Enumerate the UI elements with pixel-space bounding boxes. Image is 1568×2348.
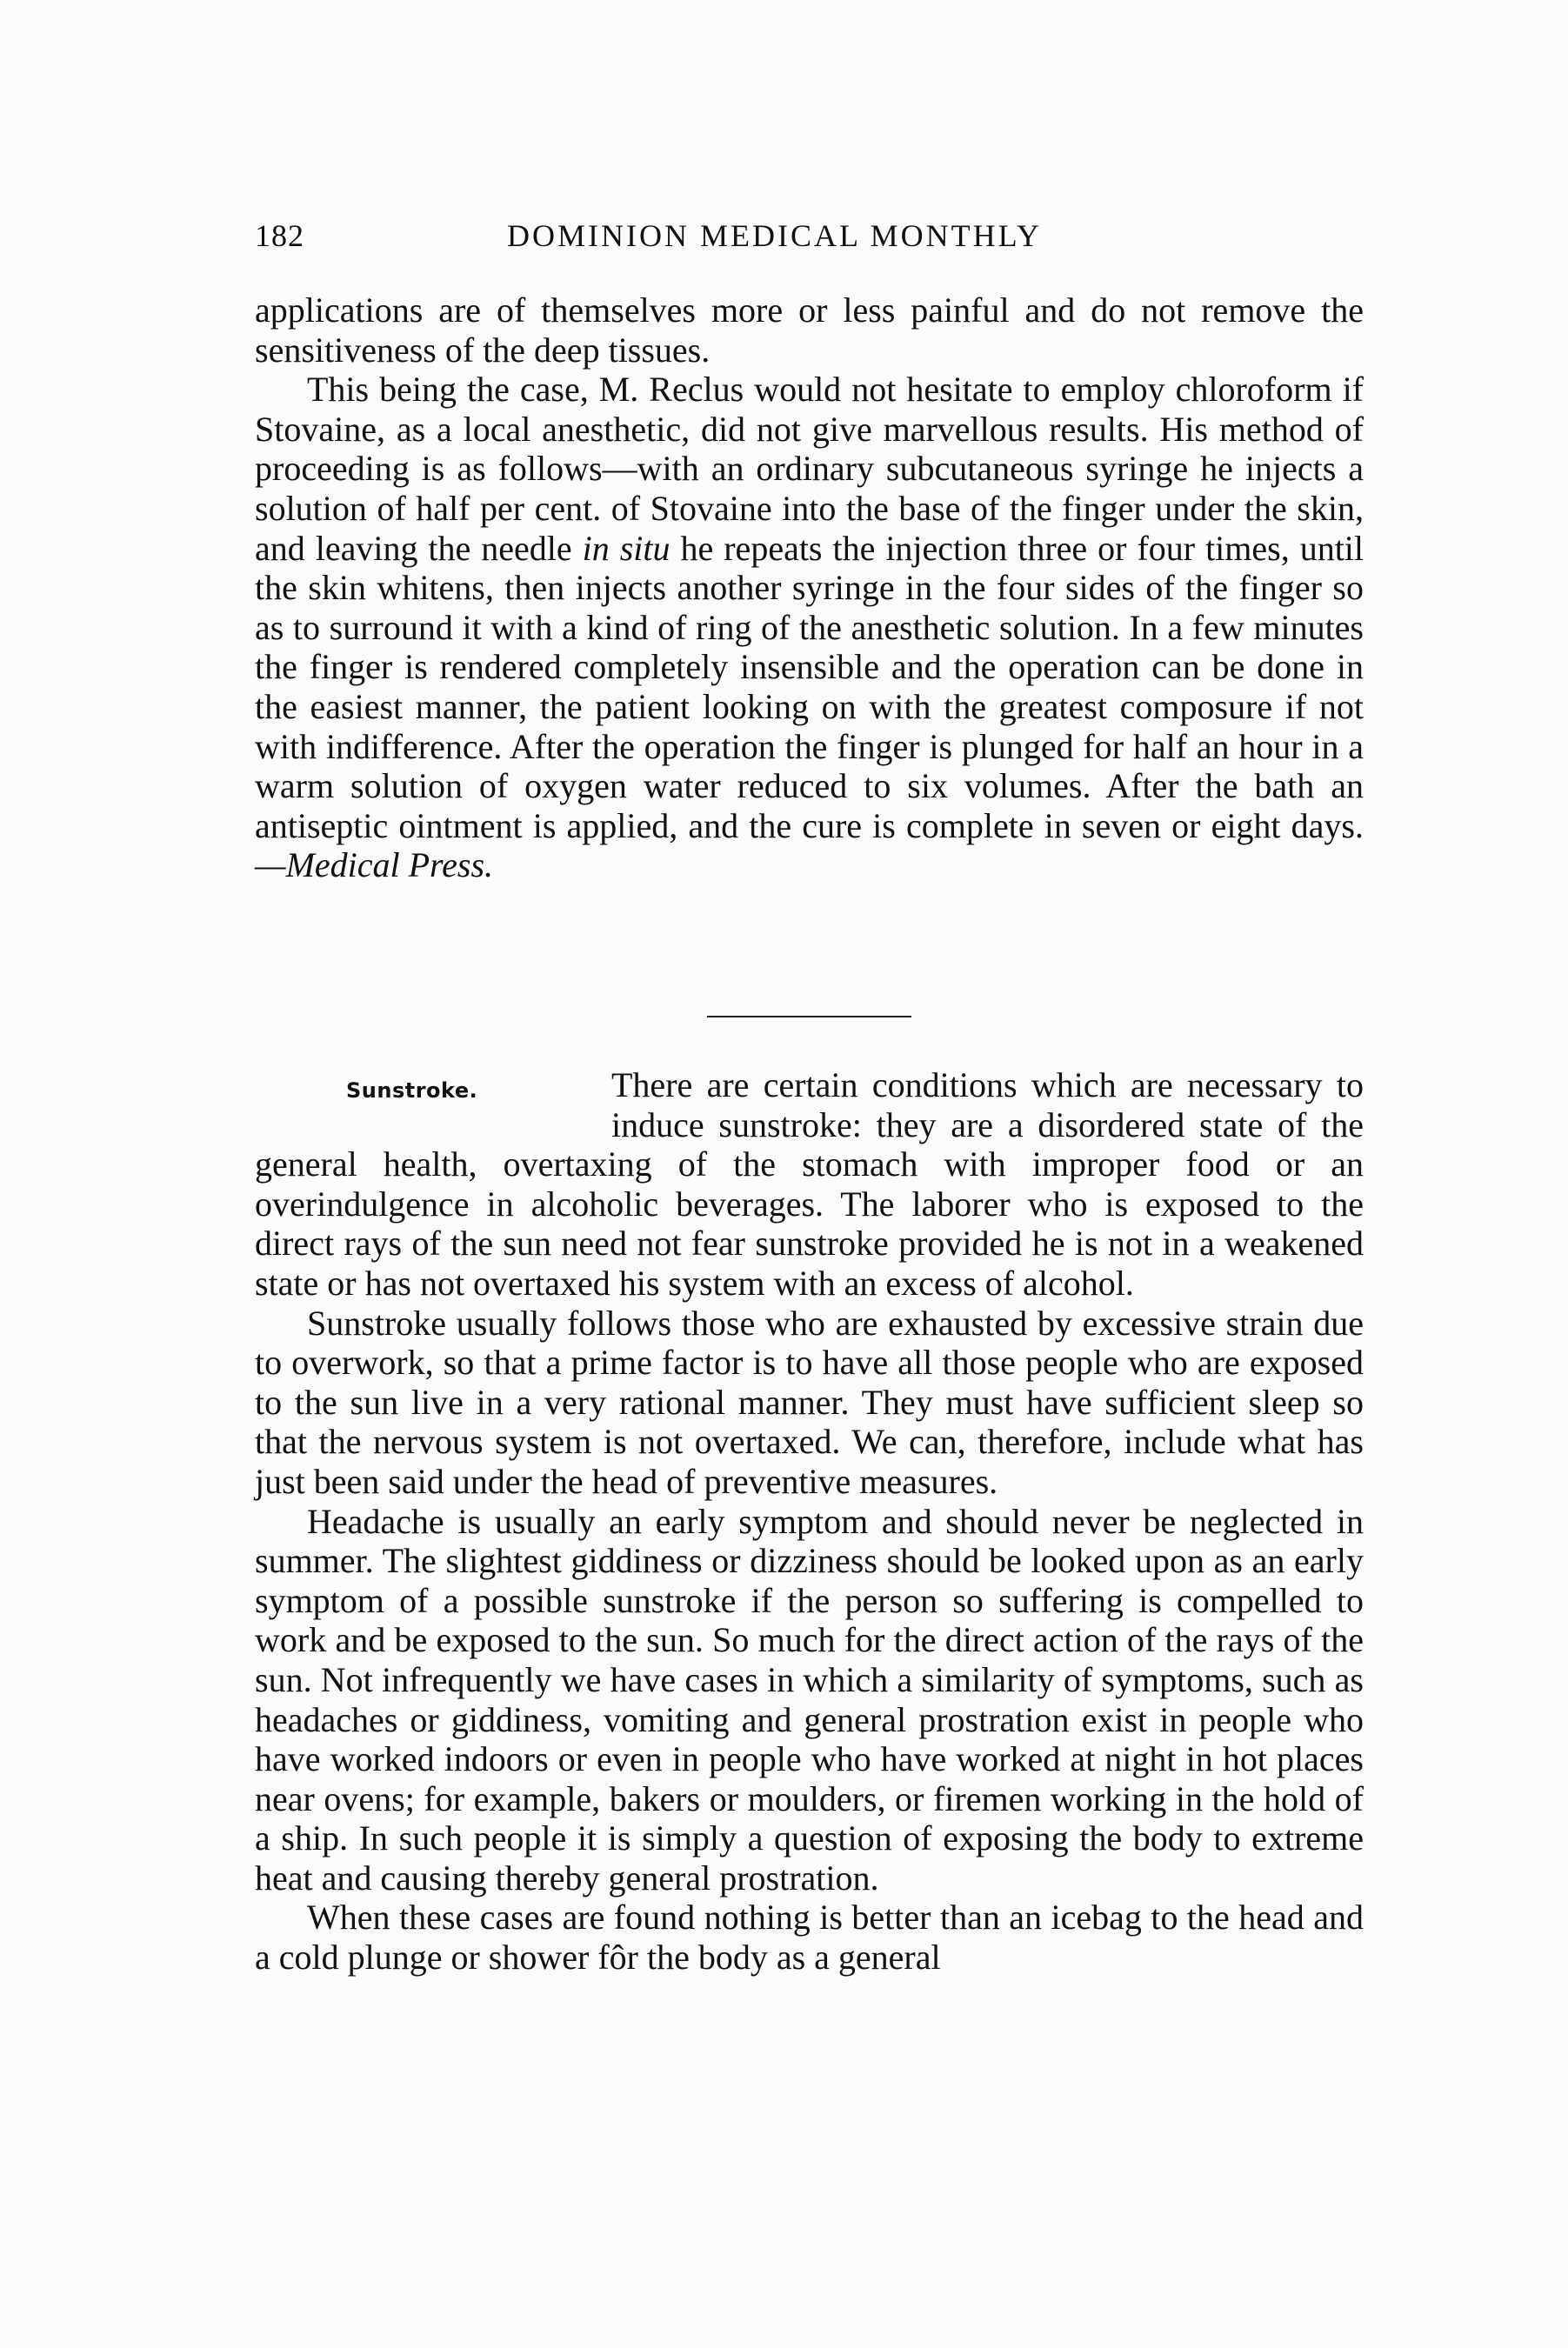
source-citation: —Medical Press. — [255, 845, 494, 885]
paragraph: There are certain conditions which are necessary to induce sunstroke: they are a disordered state of the general health, overtaxing of the stomach with improper food or an overindulgence in alcoholic beverages. The laborer who is exposed to the direct rays of the sun need not fear sunstroke provided he is not in a weakened state or has not overtaxed his system with an excess of alcohol. — [255, 1065, 1364, 1303]
paragraph: Headache is usually an early symptom and should never be neglected in summer. The slightest giddiness or dizziness should be looked upon as an early symptom of a possible sunstroke if the person so suffering is compelled to work and be exposed to the sun. So much for the direct action of the rays of the sun. Not infrequently we have cases in which a similarity of symptoms, such as headaches or giddiness, vomiting and general prostration exist in people who have worked indoors or even in people who have worked at night in hot places near ovens; for example, bakers or moulders, or firemen working in the hold of a ship. In such people it is simply a question of exposing the body to extreme heat and causing thereby general prostration. — [255, 1501, 1364, 1898]
sunstroke-article-body — [255, 1065, 1364, 1978]
side-heading: Sunstroke. — [346, 1078, 478, 1103]
paragraph: Sunstroke usually follows those who are exhausted by excessive strain due to overwork, so that a prime factor is to have all those people who are exposed to the sun live in a very rational manner. They must have sufficient sleep so that the nervous system is not overtaxed. We can, therefore, include what has just been said under the head of preventive measures. — [255, 1303, 1364, 1501]
paragraph: When these cases are found nothing is better than an icebag to the head and a cold plunge or shower fôr the body as a general — [255, 1898, 1364, 1978]
paragraph-text: he repeats the injection three or four times, until the skin whitens, then injects another syringe in the four sides of the finger so as to surround it with a kind of ring of the anesthetic solution. In a few minutes the finger is rendered completely insensible and the operation can be done in the easiest manner, the patient looking on with the greatest composure if not with indifference. After the operation the finger is plunged for half an hour in a warm solution of oxygen water reduced to six volumes. After the bath an antiseptic ointment is applied, and the cure is complete in seven or eight days. — [255, 528, 1364, 845]
paragraph: applications are of themselves more or less painful and do not remove the sensitiveness of the deep tissues. — [255, 290, 1364, 370]
running-title: DOMINION MEDICAL MONTHLY — [507, 218, 1043, 253]
paragraph — [255, 370, 1364, 885]
paragraph-text: This being the case, M. Reclus would not hesitate to employ chloroform if Stovaine, as a local anesthetic, did not give marvellous results. His method of proceeding is as follows—with an ordinary subcutaneous syringe he injects a solution of half per cent. of Stovaine into the base of the finger under the skin, and leaving the needle — [255, 370, 1364, 568]
page-number: 182 — [255, 218, 304, 253]
section-divider — [707, 1016, 911, 1017]
page-header — [255, 217, 1377, 261]
stovaine-article-body — [255, 290, 1364, 885]
latin-phrase: in situ — [582, 528, 671, 568]
